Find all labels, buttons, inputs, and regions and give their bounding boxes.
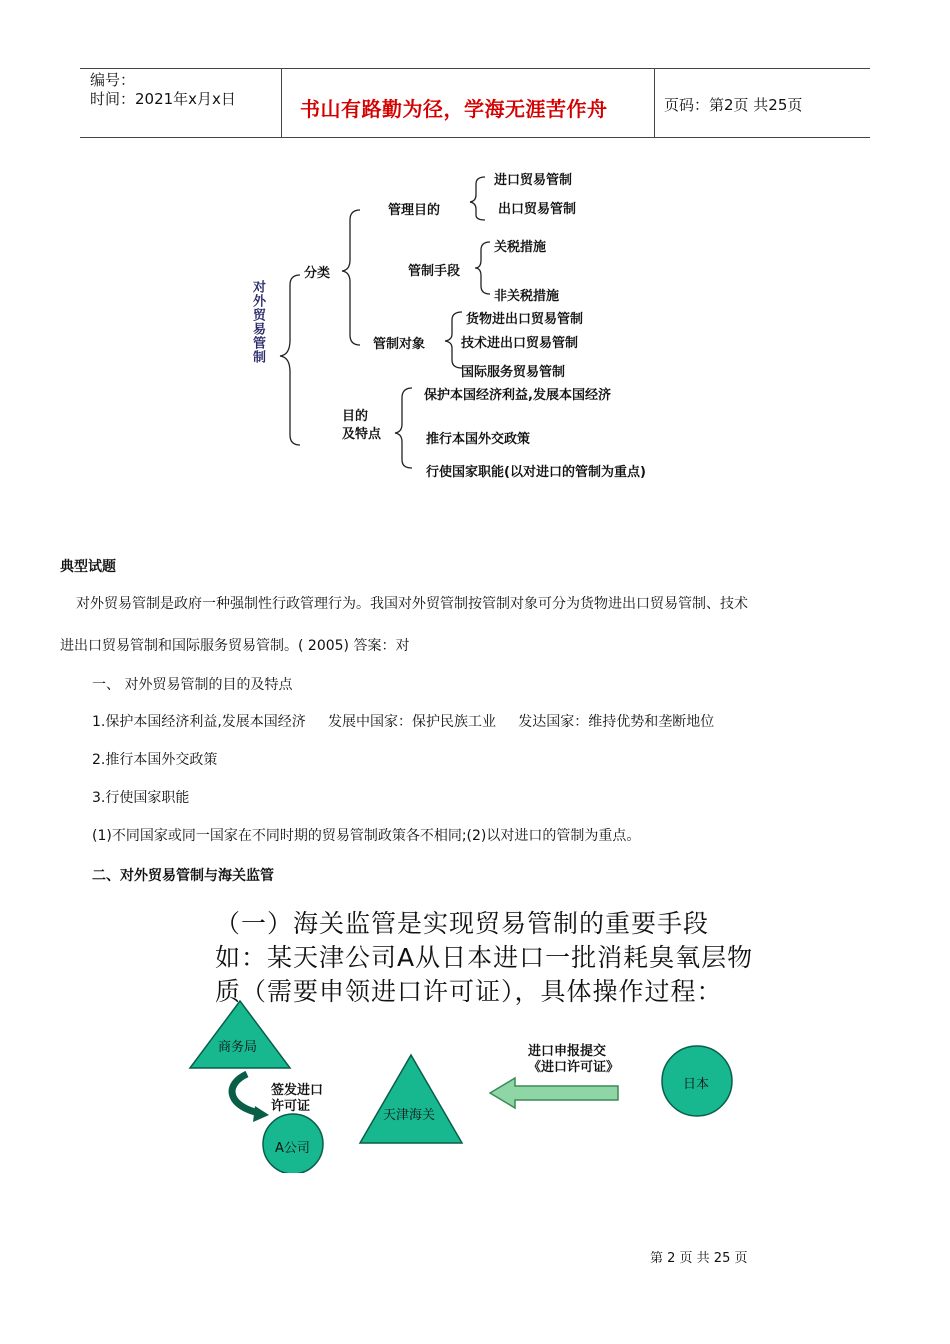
slide-image [185, 898, 765, 1173]
mindmap-node: 推行本国外交政策 [426, 432, 531, 447]
mindmap-node: 进口贸易管制 [494, 173, 573, 188]
page-header [80, 68, 870, 138]
question-line: 进出口贸易管制和国际服务贸易管制。( 2005) 答案：对 [60, 638, 410, 654]
header-divider [281, 69, 282, 137]
issue-license-label: 签发进口 许可证 [271, 1083, 324, 1114]
header-divider [654, 69, 655, 137]
mindmap-node: 管制对象 [373, 337, 426, 352]
tianjin-customs-shape [360, 1055, 462, 1143]
list-item: (1)不同国家或同一国家在不同时期的贸易管制政策各不相同;(2)以对进口的管制为重点。 [92, 828, 641, 844]
date-label: 时间：2021年x月x日 [90, 90, 236, 108]
mindmap-braces [230, 160, 710, 500]
mindmap-node: 货物进出口贸易管制 [466, 312, 584, 327]
list-item: 2.推行本国外交政策 [92, 752, 218, 768]
company-a-label: A公司 [275, 1141, 310, 1156]
import-declaration-label: 进口申报提交 《进口许可证》 [528, 1044, 620, 1075]
serial-label: 编号： [90, 71, 136, 89]
mindmap-node: 行使国家职能(以对进口的管制为重点) [426, 465, 646, 480]
mindmap-node: 管理目的 [388, 203, 441, 218]
section-1-title: 一、 对外贸易管制的目的及特点 [92, 677, 293, 693]
mindmap-node: 目的 及特点 [342, 409, 382, 442]
page-footer: 第 2 页 共 25 页 [650, 1251, 748, 1266]
mindmap-node: 国际服务贸易管制 [461, 365, 566, 380]
commerce-bureau-shape [190, 1001, 290, 1068]
mindmap-node: 关税措施 [494, 240, 547, 255]
mindmap-node: 出口贸易管制 [498, 202, 577, 217]
mindmap-root: 对外贸易管制 [250, 280, 265, 364]
header-meta [90, 71, 236, 109]
typical-questions-title: 典型试题 [60, 559, 116, 575]
commerce-bureau-label: 商务局 [218, 1040, 258, 1055]
mindmap-node: 非关税措施 [494, 289, 560, 304]
mindmap [230, 160, 710, 500]
slide-line: 质（需要申领进口许可证），具体操作过程： [215, 977, 723, 1006]
mindmap-node: 分类 [304, 266, 331, 281]
header-page-info: 页码：第2页 共25页 [664, 96, 803, 114]
tianjin-customs-label: 天津海关 [383, 1108, 436, 1123]
section-2-title: 二、对外贸易管制与海关监管 [92, 868, 274, 884]
mindmap-node: 保护本国经济利益,发展本国经济 [424, 388, 611, 403]
slide-line: （一）海关监管是实现贸易管制的重要手段 [215, 909, 710, 938]
slide-line: 如：某天津公司A从日本进口一批消耗臭氧层物 [215, 943, 754, 972]
question-line: 对外贸易管制是政府一种强制性行政管理行为。我国对外贸管制按管制对象可分为货物进出口贸易管制、技术 [76, 596, 748, 612]
mindmap-node: 管制手段 [408, 264, 461, 279]
list-item: 1.保护本国经济利益,发展本国经济 发展中国家：保护民族工业 发达国家：维持优势和垄断地位 [92, 714, 715, 730]
declaration-arrow-icon [490, 1078, 618, 1108]
flow-diagram [185, 898, 765, 1173]
list-item: 3.行使国家职能 [92, 790, 190, 806]
curved-arrow-head-icon [253, 1106, 269, 1122]
mindmap-node: 技术进出口贸易管制 [461, 336, 579, 351]
curved-arrow-icon [232, 1074, 255, 1112]
header-motto: 书山有路勤为径，学海无涯苦作舟 [300, 97, 608, 121]
japan-label: 日本 [683, 1077, 710, 1092]
